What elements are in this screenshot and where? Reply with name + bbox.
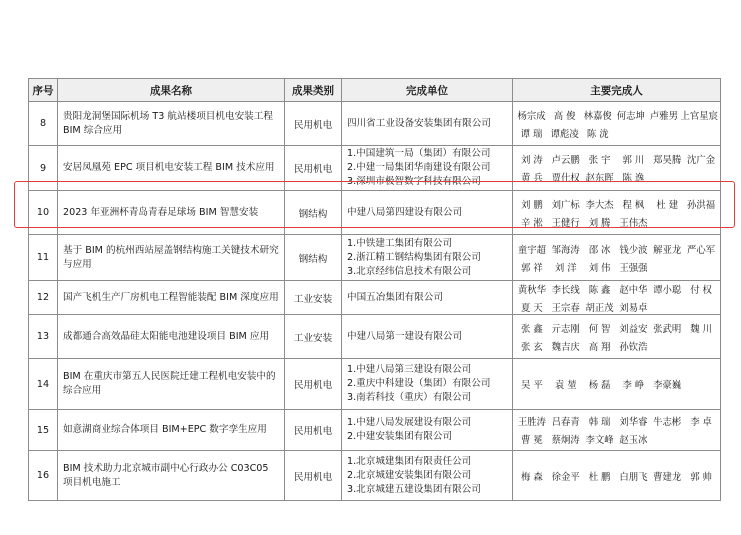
row-people (513, 451, 721, 501)
header-people: 主要完成人 (513, 79, 721, 102)
awards-table (28, 78, 721, 501)
person-name: 徐金平 (551, 471, 580, 483)
row-num: 13 (29, 315, 58, 359)
row-num: 9 (29, 146, 58, 191)
person-name: 刘广标 (551, 199, 580, 211)
person-name: 王健行 (551, 217, 580, 229)
person-name: 卢云鹏 (551, 155, 580, 166)
row-num: 16 (29, 451, 58, 501)
person-name: 刘 鹏 (521, 199, 543, 211)
person-name: 杨 磊 (588, 380, 611, 391)
row-name: 如意湖商业综合体项目 BIM+EPC 数字孪生应用 (58, 410, 285, 451)
person-name: 夏 天 (521, 302, 543, 314)
person-name: 解亚龙 (653, 244, 682, 256)
row-category: 钢结构 (285, 191, 342, 235)
person-name: 白朋飞 (619, 471, 648, 483)
row-num: 10 (29, 191, 58, 235)
row-units (342, 102, 513, 146)
row-category: 民用机电 (285, 451, 342, 501)
unit-line: 1.北京城建集团有限责任公司 (347, 455, 472, 467)
row-name: BIM 技术助力北京城市副中心行政办公 C03C05 项目机电施工 (58, 451, 285, 501)
people-list (515, 469, 718, 483)
person-name: 杜 鹏 (588, 471, 611, 483)
person-name: 何 智 (588, 323, 611, 335)
row-name: BIM 在重庆市第五人民医院迁建工程机电安装中的综合应用 (58, 359, 285, 410)
person-name: 刘易卓 (619, 302, 648, 314)
person-name: 刘益安 (619, 323, 648, 335)
person-name: 孙钦浩 (619, 341, 648, 353)
person-name: 刘 腾 (588, 217, 611, 229)
row-units (342, 315, 513, 359)
people-list (515, 414, 718, 446)
person-name: 李长线 (551, 284, 580, 296)
person-name: 赵中华 (619, 284, 648, 296)
person-name: 王胜涛 (517, 417, 546, 428)
people-list (515, 377, 718, 391)
person-name: 何志坤 (616, 110, 645, 122)
row-name: 国产飞机生产厂房机电工程智能装配 BIM 深度应用 (58, 281, 285, 315)
table-row (29, 359, 721, 410)
people-list (515, 242, 718, 274)
unit-line: 四川省工业设备安装集团有限公司 (347, 117, 491, 129)
person-name: 谭彪凌 (550, 128, 579, 140)
row-people (513, 102, 721, 146)
people-list (515, 282, 718, 314)
person-name: 严心军 (687, 244, 716, 256)
person-name: 杜 建 (656, 199, 679, 211)
table-row (29, 410, 721, 451)
unit-line: 1.中铁建工集团有限公司 (347, 237, 453, 249)
person-name: 魏 川 (690, 323, 712, 335)
highlight-box (14, 181, 735, 228)
person-name: 刘 洋 (554, 262, 577, 274)
header-num: 序号 (29, 79, 58, 102)
person-name: 李 峥 (622, 380, 645, 391)
row-name: 成都通合高效晶硅太阳能电池建设项目 BIM 应用 (58, 315, 285, 359)
table-row (29, 102, 721, 146)
person-name: 魏吉庆 (551, 341, 580, 353)
table-row (29, 281, 721, 315)
table-row (29, 315, 721, 359)
unit-line: 中建八局第一建设有限公司 (347, 330, 463, 342)
table-header-row (29, 79, 721, 102)
person-name: 刘 伟 (588, 262, 611, 274)
person-name: 赵玉冰 (619, 435, 648, 446)
header-name: 成果名称 (58, 79, 285, 102)
unit-line: 2.浙江精工钢结构集团有限公司 (347, 251, 481, 263)
unit-line: 2.北京城建安装集团有限公司 (347, 469, 472, 481)
person-name: 梅 森 (521, 471, 543, 483)
row-people (513, 359, 721, 410)
person-name: 程 枫 (622, 199, 645, 211)
row-num: 8 (29, 102, 58, 146)
person-name: 李文峰 (585, 435, 614, 446)
person-name: 刘 涛 (521, 155, 543, 166)
row-category: 工业安装 (285, 315, 342, 359)
unit-line: 1.中国建筑一局（集团）有限公司 (347, 148, 491, 159)
person-name: 卢雅男 (649, 110, 678, 122)
table-row (29, 451, 721, 501)
row-units (342, 235, 513, 281)
row-people (513, 235, 721, 281)
table-body (29, 102, 721, 501)
person-name: 童宇超 (517, 244, 546, 256)
header-unit: 完成单位 (342, 79, 513, 102)
person-name: 亓志刚 (551, 323, 580, 335)
person-name: 郑昊腾 (653, 155, 682, 166)
people-list (515, 108, 718, 140)
person-name: 王伟杰 (619, 217, 648, 229)
person-name: 辛 淞 (521, 217, 543, 229)
person-name: 李 卓 (690, 417, 712, 428)
row-category: 民用机电 (285, 410, 342, 451)
row-num: 15 (29, 410, 58, 451)
row-num: 12 (29, 281, 58, 315)
row-name: 安居凤凰苑 EPC 项目机电安装工程 BIM 技术应用 (58, 146, 285, 191)
person-name: 邵 冰 (588, 244, 611, 256)
person-name: 郭 帅 (690, 471, 712, 483)
person-name: 牛志彬 (653, 417, 682, 428)
header-category: 成果类别 (285, 79, 342, 102)
person-name: 贾仕权 (551, 173, 580, 184)
unit-line: 1.中建八局发展建设有限公司 (347, 417, 472, 428)
unit-line: 1.中建八局第三建设有限公司 (347, 364, 472, 375)
row-units (342, 281, 513, 315)
unit-line: 3.南若科技（重庆）有限公司 (347, 392, 472, 403)
person-name: 黄秋华 (517, 284, 546, 296)
row-units (342, 451, 513, 501)
row-num: 14 (29, 359, 58, 410)
person-name: 吴 平 (521, 380, 543, 391)
person-name: 陈 泷 (586, 128, 609, 140)
row-people (513, 281, 721, 315)
person-name: 蔡炯涛 (551, 435, 580, 446)
person-name: 钱少波 (619, 244, 648, 256)
unit-line: 2.中建安装集团有限公司 (347, 431, 453, 442)
person-name: 赵东晖 (585, 173, 614, 184)
unit-line: 中建八局第四建设有限公司 (347, 206, 463, 218)
person-name: 李大杰 (585, 199, 614, 211)
person-name: 谭 瑞 (520, 128, 543, 140)
person-name: 李豪巍 (653, 380, 682, 391)
row-name: 基于 BIM 的杭州西站屋盖钢结构施工关键技术研究与应用 (58, 235, 285, 281)
person-name: 高 翔 (588, 341, 611, 353)
row-category: 民用机电 (285, 102, 342, 146)
person-name: 郭 川 (622, 155, 645, 166)
person-name: 孙洪福 (687, 199, 716, 211)
person-name: 曹建龙 (653, 471, 682, 483)
row-people (513, 315, 721, 359)
row-units (342, 410, 513, 451)
unit-line: 2.中建一局集团华南建设有限公司 (347, 162, 491, 173)
person-name: 高 俊 (553, 110, 576, 122)
person-name: 郭 祥 (521, 262, 543, 274)
person-name: 谭小聪 (653, 284, 682, 296)
person-name: 沈广金 (687, 155, 716, 166)
unit-line: 3.深圳市极智数字科技有限公司 (347, 176, 481, 187)
person-name: 杨宗成 (517, 110, 546, 122)
person-name: 张武明 (653, 323, 682, 335)
unit-line: 3.北京城建五建设集团有限公司 (347, 483, 481, 495)
person-name: 林嘉俊 (583, 110, 612, 122)
person-name: 王强强 (619, 262, 648, 274)
person-name: 张 宇 (588, 155, 611, 166)
person-name: 吕春青 (551, 417, 580, 428)
row-name: 2023 年亚洲杯青岛青春足球场 BIM 智慧安装 (58, 191, 285, 235)
person-name: 上官星宸 (680, 110, 718, 122)
row-num: 11 (29, 235, 58, 281)
person-name: 黄 兵 (521, 173, 543, 184)
person-name: 张 玄 (521, 341, 543, 353)
people-list (515, 321, 718, 353)
person-name: 邹海涛 (551, 244, 580, 256)
person-name: 袁 堃 (554, 380, 577, 391)
row-category: 民用机电 (285, 359, 342, 410)
unit-line: 3.北京经纬信息技术有限公司 (347, 265, 472, 277)
person-name: 陈 鑫 (588, 284, 611, 296)
person-name: 胡正茂 (585, 302, 614, 314)
person-name: 刘华睿 (619, 417, 648, 428)
row-units (342, 359, 513, 410)
row-people (513, 410, 721, 451)
person-name: 付 权 (690, 284, 712, 296)
unit-line: 2.重庆中科建设（集团）有限公司 (347, 378, 491, 389)
person-name: 王宗春 (551, 302, 580, 314)
person-name: 张 鑫 (521, 323, 543, 335)
row-category: 民用机电 (285, 146, 342, 191)
row-category: 工业安装 (285, 281, 342, 315)
row-category: 钢结构 (285, 235, 342, 281)
unit-line: 中国五冶集团有限公司 (347, 291, 443, 303)
row-name: 贵阳龙洞堡国际机场 T3 航站楼项目机电安装工程 BIM 综合应用 (58, 102, 285, 146)
person-name: 曹 冕 (521, 435, 543, 446)
person-name: 陈 逸 (622, 173, 645, 184)
table-row (29, 235, 721, 281)
person-name: 韩 瑞 (588, 417, 611, 428)
people-list (515, 152, 718, 184)
